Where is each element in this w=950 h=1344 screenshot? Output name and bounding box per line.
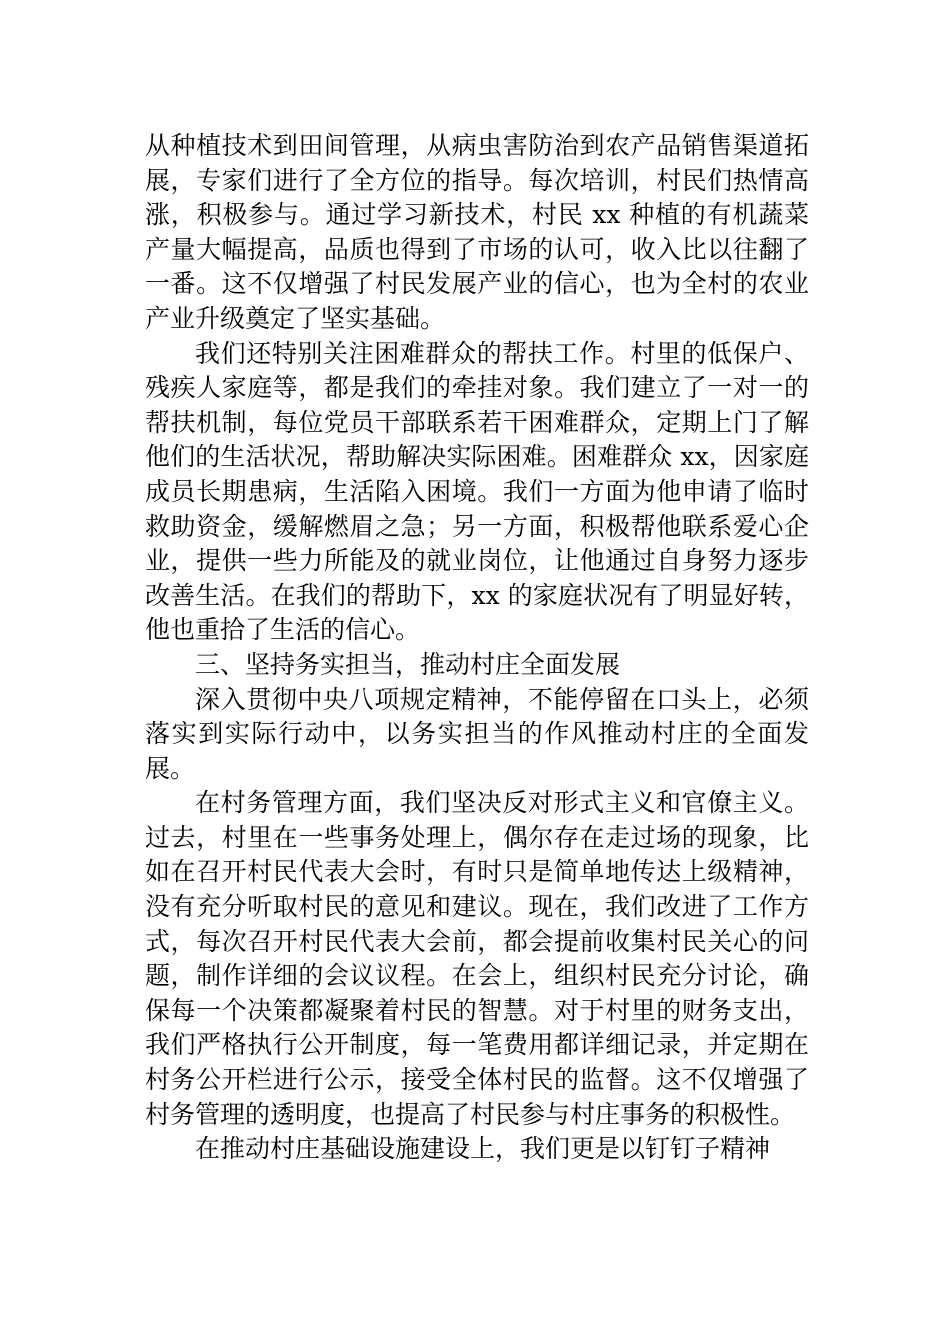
paragraph-section-intro: 深入贯彻中央八项规定精神，不能停留在口头上，必须落实到实际行动中，以务实担当的作风推动村庄的全面发展。 (145, 684, 809, 783)
document-page (145, 129, 809, 1167)
paragraph-village-affairs: 在村务管理方面，我们坚决反对形式主义和官僚主义。过去，村里在一些事务处理上，偶尔存在走过场的现象，比如在召开村民代表大会时，有时只是简单地传达上级精神，没有充分听取村民的意见和建议。现在，我们改进了工作方式，每次召开村民代表大会前，都会提前收集村民关心的问题，制作详细的会议议程。在会上，组织村民充分讨论，确保每一个决策都凝聚着村民的智慧。对于村里的财务支出，我们严格执行公开制度，每一笔费用都详细记录，并定期在村务公开栏进行公示，接受全体村民的监督。这不仅增强了村务管理的透明度，也提高了村民参与村庄事务的积极性。 (145, 788, 809, 1129)
paragraph-infrastructure: 在推动村庄基础设施建设上，我们更是以钉钉子精神 (195, 1134, 771, 1164)
paragraph-expert-training: 从种植技术到田间管理，从病虫害防治到农产品销售渠道拓展，专家们进行了全方位的指导。每次培训，村民们热情高涨，积极参与。通过学习新技术，村民 xx 种植的有机蔬菜产量大幅提高，品质也得到了市场的认可，收入比以往翻了一番。这不仅增强了村民发展产业的信心，也为全村的农业产业升级奠定了坚实基础。 (145, 131, 809, 333)
section-heading: 三、坚持务实担当，推动村庄全面发展 (195, 649, 621, 679)
paragraph-poverty-assistance: 我们还特别关注困难群众的帮扶工作。村里的低保户、残疾人家庭等，都是我们的牵挂对象。我们建立了一对一的帮扶机制，每位党员干部联系若干困难群众，定期上门了解他们的生活状况，帮助解决实际困难。困难群众 xx，因家庭成员长期患病，生活陷入困境。我们一方面为他申请了临时救助资金，缓解燃眉之急；另一方面，积极帮他联系爱心企业，提供一些力所能及的就业岗位，让他通过自身努力逐步改善生活。在我们的帮助下，xx 的家庭状况有了明显好转，他也重拾了生活的信心。 (145, 338, 809, 645)
